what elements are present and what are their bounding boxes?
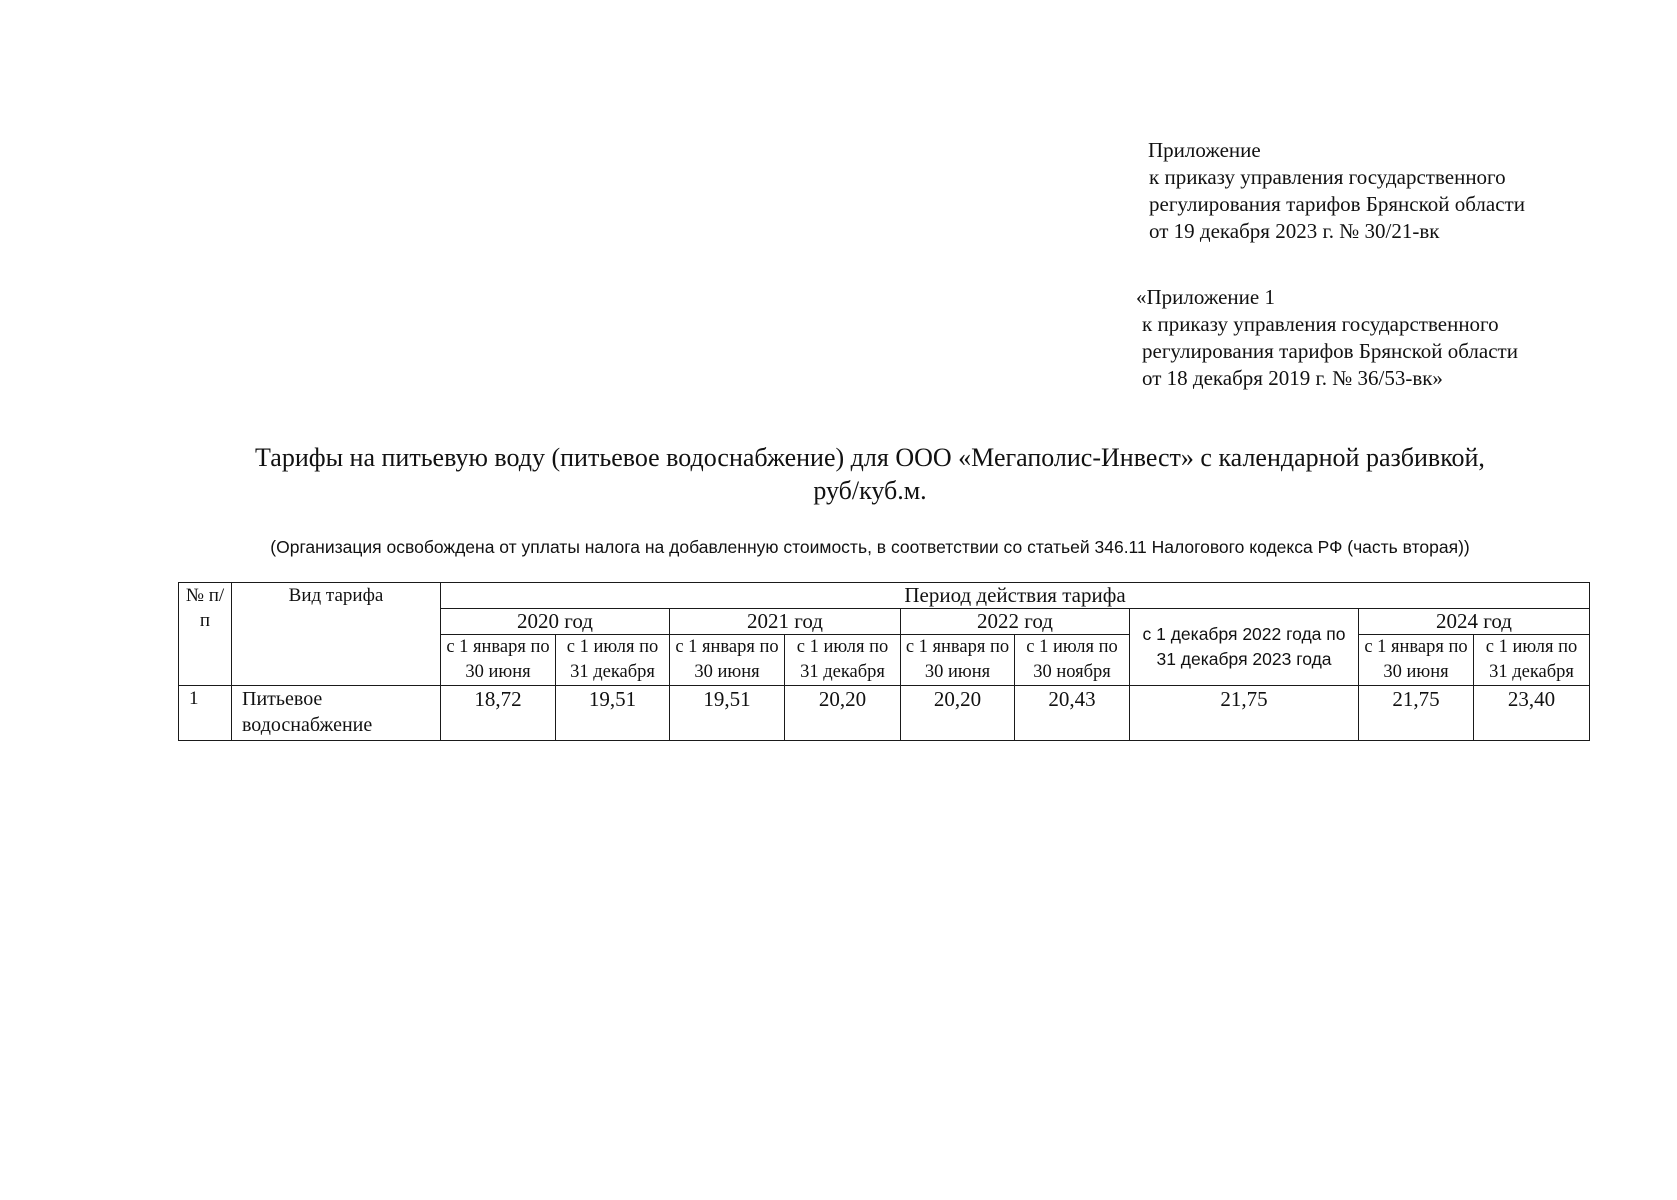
header-year-2020: 2020 год (441, 609, 670, 635)
annex-header-current (1148, 137, 1525, 245)
tariff-value: 21,75 (1130, 686, 1359, 741)
header-row-period (179, 583, 1590, 609)
header-period-2024-h1: с 1 января по 30 июня (1359, 635, 1474, 686)
header-period-2022-h1: с 1 января по 30 июня (901, 635, 1015, 686)
header-number: № п/п (179, 583, 232, 686)
title-line-2: руб/куб.м. (813, 476, 927, 505)
tariff-value: 21,75 (1359, 686, 1474, 741)
annex-line: регулирования тарифов Брянской области (1142, 339, 1518, 363)
annex-line: «Приложение 1 (1136, 285, 1275, 309)
vat-note: (Организация освобождена от уплаты налога на добавленную стоимость, в соответствии со статьей 346.11 Налогового кодекса РФ (часть вторая)) (270, 537, 1470, 557)
header-period-2020-h1: с 1 января по 30 июня (441, 635, 556, 686)
annex-line: регулирования тарифов Брянской области (1149, 192, 1525, 216)
annex-line: к приказу управления государственного (1149, 165, 1506, 189)
title-line-1: Тарифы на питьевую воду (питьевое водоснабжение) для ООО «Мегаполис-Инвест» с календарной разбивкой, (255, 443, 1485, 472)
header-year-2021: 2021 год (670, 609, 901, 635)
header-period-2020-h2: с 1 июля по 31 декабря (556, 635, 670, 686)
tariff-value: 20,20 (901, 686, 1015, 741)
tariff-value: 20,43 (1015, 686, 1130, 741)
annex-line: от 19 декабря 2023 г. № 30/21-вк (1149, 219, 1440, 243)
tariff-value: 23,40 (1474, 686, 1590, 741)
annex-line: Приложение (1148, 138, 1261, 162)
tariff-value: 18,72 (441, 686, 556, 741)
row-number: 1 (179, 686, 232, 741)
tariff-table (178, 582, 1590, 741)
tariff-value: 20,20 (785, 686, 901, 741)
header-period-2024-h2: с 1 июля по 31 декабря (1474, 635, 1590, 686)
tariff-value: 19,51 (670, 686, 785, 741)
annex-line: к приказу управления государственного (1142, 312, 1499, 336)
annex-header-previous (1136, 284, 1518, 392)
header-tariff-type: Вид тарифа (232, 583, 441, 686)
tariff-value: 19,51 (556, 686, 670, 741)
header-period: Период действия тарифа (441, 583, 1590, 609)
header-period-2022-h2: с 1 июля по 30 ноября (1015, 635, 1130, 686)
header-period-2021-h1: с 1 января по 30 июня (670, 635, 785, 686)
header-year-2024: 2024 год (1359, 609, 1590, 635)
annex-line: от 18 декабря 2019 г. № 36/53-вк» (1142, 366, 1443, 390)
document-title (150, 441, 1590, 507)
header-year-2022: 2022 год (901, 609, 1130, 635)
table-row (179, 686, 1590, 741)
header-period-2021-h2: с 1 июля по 31 декабря (785, 635, 901, 686)
row-tariff-type: Питьевое водоснабжение (232, 686, 441, 741)
header-period-dec2022-dec2023: с 1 декабря 2022 года по 31 декабря 2023 года (1130, 609, 1359, 686)
